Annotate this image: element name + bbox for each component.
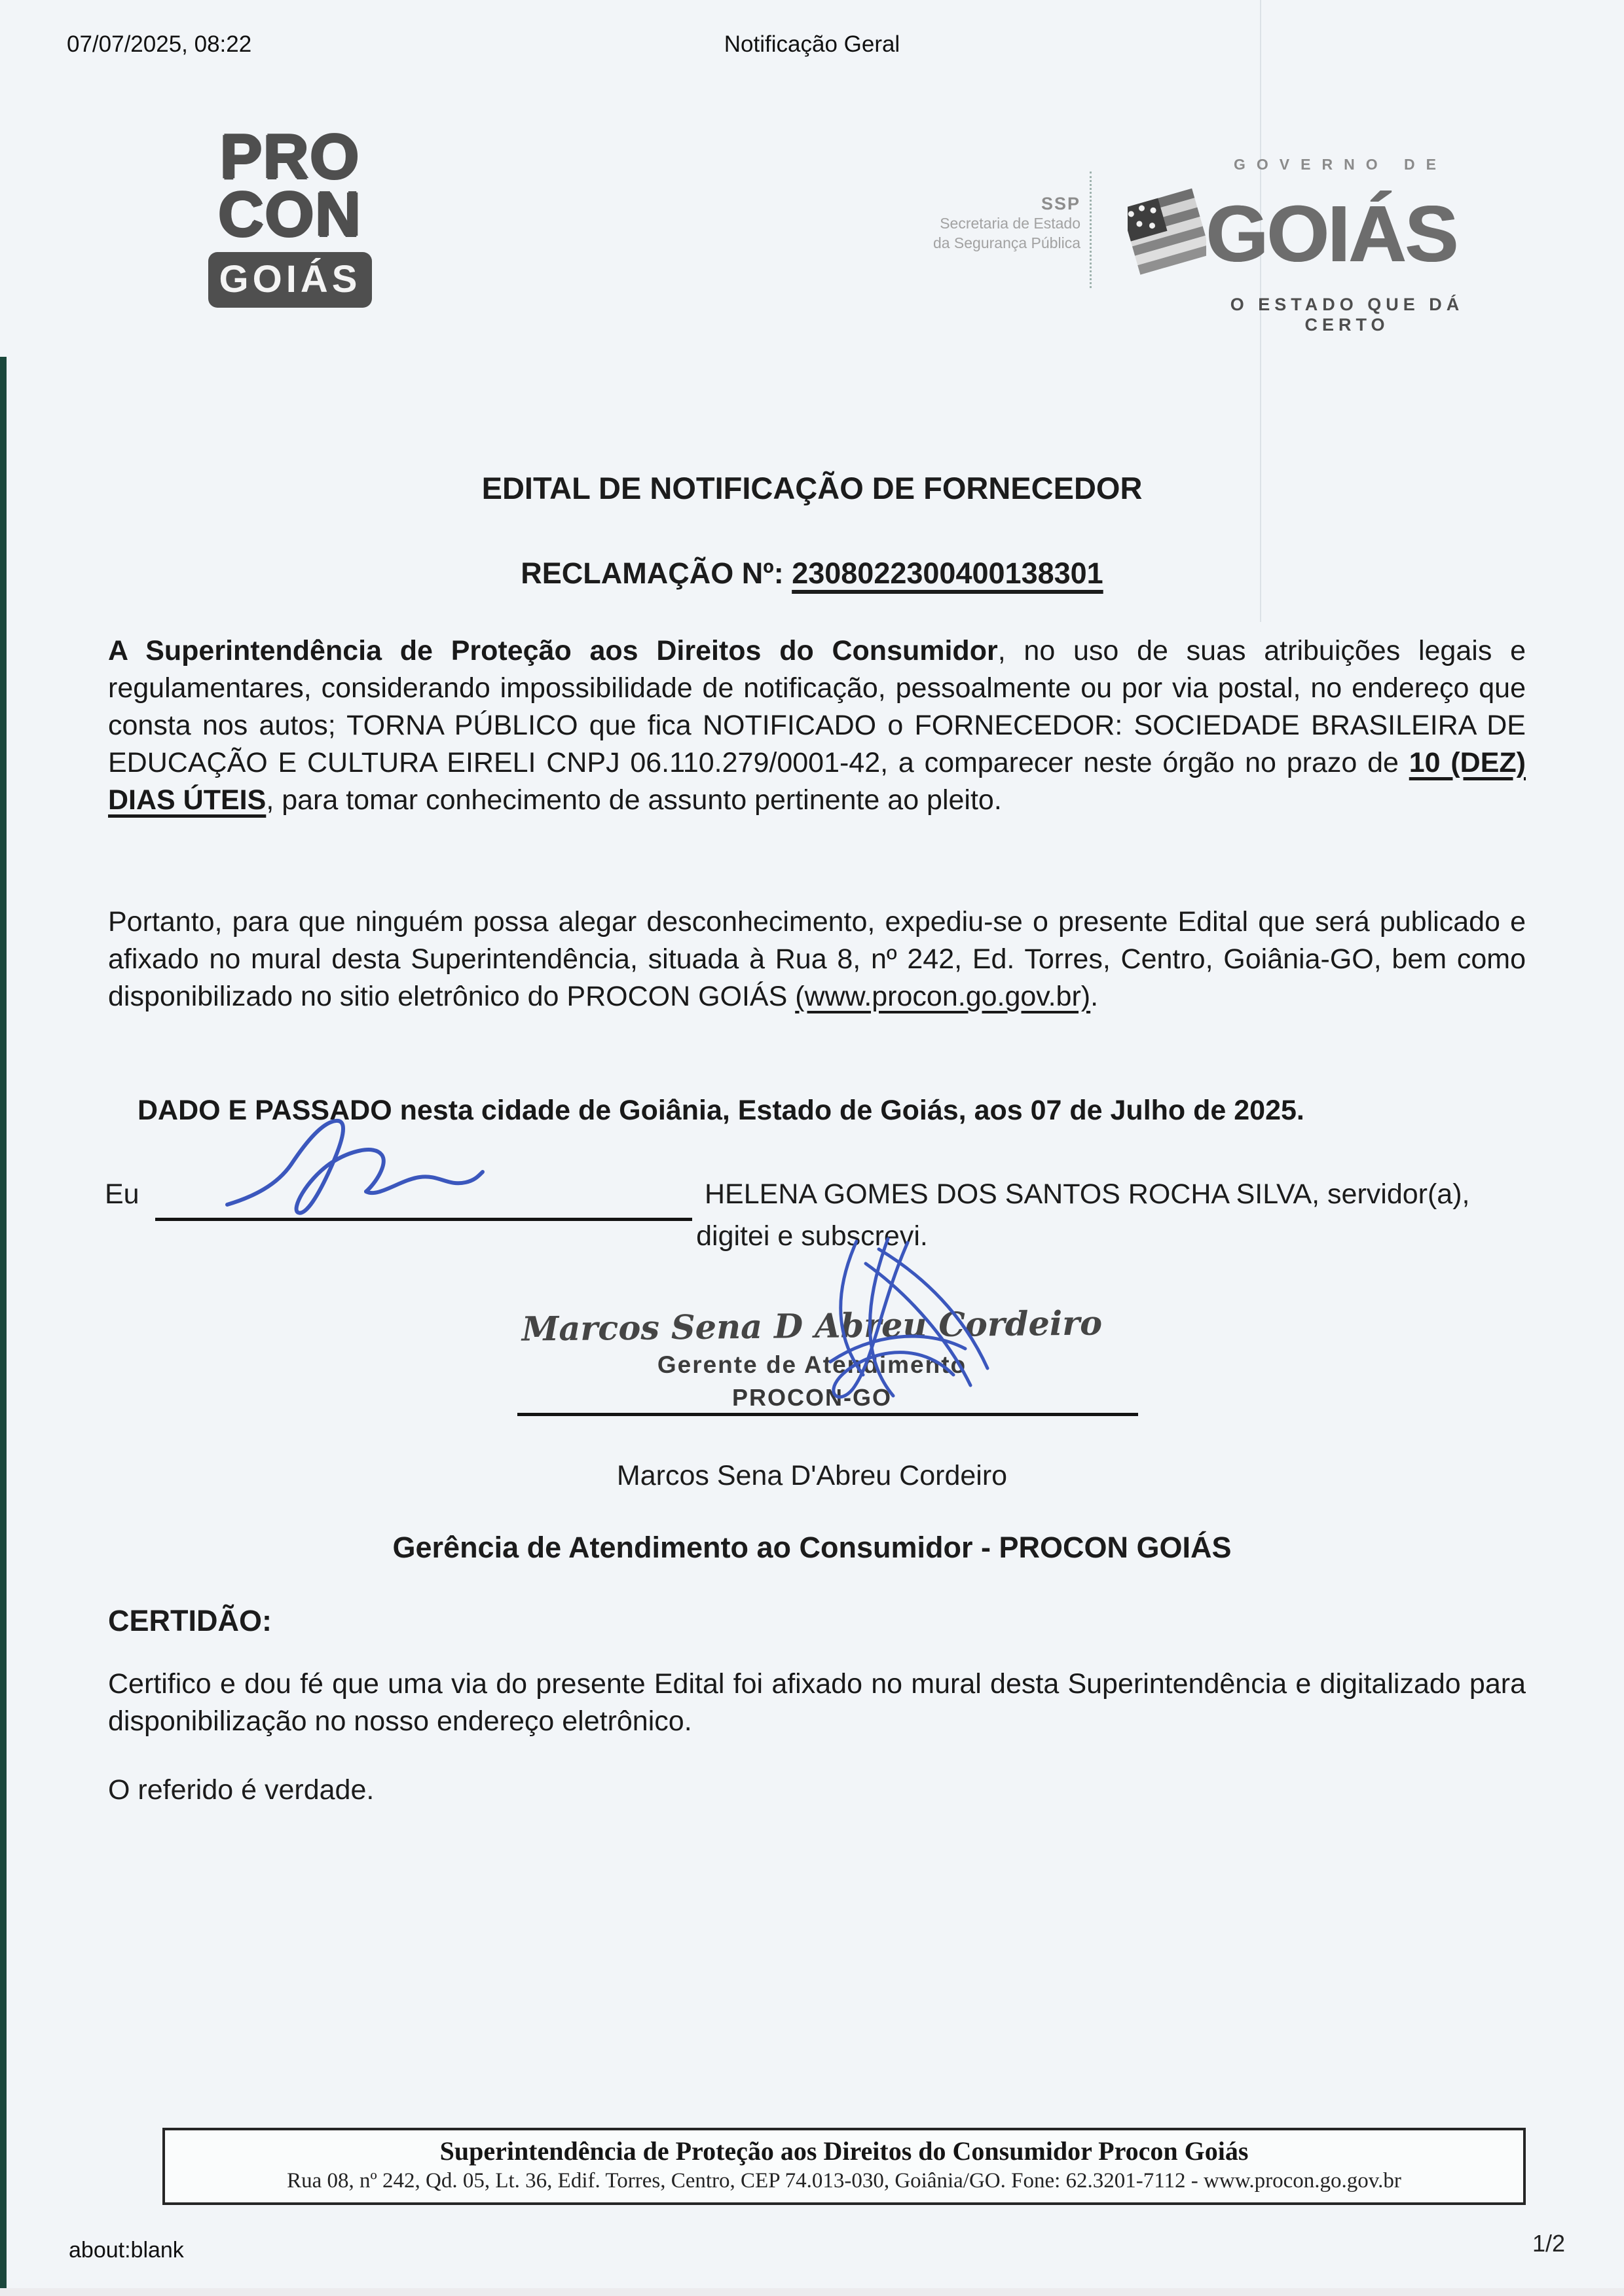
goias-flag-icon: [1128, 179, 1206, 293]
paragraph-publication: [108, 903, 1526, 1015]
procon-logo-line1: PRO: [219, 122, 361, 192]
ssp-logo: [825, 194, 1080, 253]
document-title: EDITAL DE NOTIFICAÇÃO DE FORNECEDOR: [481, 471, 1143, 505]
dado-e-passado-line: DADO E PASSADO nesta cidade de Goiânia, Estado de Goiás, aos 07 de Julho de 2025.: [138, 1095, 1304, 1126]
paragraph1-tail: , para tomar conhecimento de assunto pertinente ao pleito.: [266, 784, 1002, 816]
logo-divider: [1090, 172, 1092, 288]
signature-marcos: [753, 1236, 1035, 1413]
certidao-heading: CERTIDÃO:: [108, 1604, 272, 1637]
procon-website-url: (www.procon.go.gov.br): [795, 981, 1091, 1012]
deadline-highlight: 10 (DEZ) DIAS ÚTEIS: [108, 747, 1526, 816]
signer-typed-name: Marcos Sena D'Abreu Cordeiro: [616, 1460, 1008, 1491]
procon-logo-line2: CON: [218, 179, 362, 250]
signature-line-helena: [155, 1112, 692, 1221]
certidao-closing: O referido é verdade.: [108, 1774, 375, 1806]
paragraph2-body: Portanto, para que ninguém possa alegar desconhecimento, expediu-se o presente Edital que será publicado e afixado no mural desta Superintendência, situada à Rua 8, nº 242, Ed. Torres, Centro, Goiânia-GO, bem como disponibilizado no sitio eletrônico do PROCON GOIÁS: [108, 906, 1526, 1012]
signer-department-line: Gerência de Atendimento ao Consumidor - PROCON GOIÁS: [392, 1531, 1232, 1564]
stamp-role: Gerente de Atendimento: [657, 1351, 967, 1378]
eu-label: Eu: [105, 1178, 139, 1210]
servidora-name-line: HELENA GOMES DOS SANTOS ROCHA SILVA, servidor(a),: [705, 1178, 1470, 1210]
paragraph1-body: , no uso de suas atribuições legais e regulamentares, considerando impossibilidade de notificação, pessoalmente ou por via postal, no endereço que consta nos autos; TORNA PÚBLICO que fica NOTIFICADO o FORNECEDOR: SOCIEDADE BRASILEIRA DE EDUCAÇÃO E CULTURA EIRELI CNPJ 06.110.279/0001-42, a comparecer neste órgão no prazo de: [108, 635, 1526, 778]
certidao-paragraph: Certifico e dou fé que uma via do presente Edital foi afixado no mural desta Superintendência e digitalizado para disponibilização no nosso endereço eletrônico.: [108, 1668, 1526, 1737]
servidora-name-line2: digitei e subscrevi.: [696, 1220, 928, 1252]
print-header-title: Notificação Geral: [724, 31, 900, 57]
ssp-acronym: SSP: [1041, 194, 1080, 213]
procon-logo: [208, 122, 372, 308]
procon-logo-badge: GOIÁS: [208, 252, 372, 308]
signature-helena: [214, 1113, 489, 1231]
paragraph-notification: [108, 632, 1526, 819]
claim-label: RECLAMAÇÃO Nº:: [521, 556, 792, 590]
print-header-datetime: 07/07/2025, 08:22: [67, 31, 252, 57]
stamp-name: Marcos Sena D Abreu Cordeiro: [521, 1303, 1103, 1349]
stamp-org: PROCON-GO: [731, 1384, 892, 1411]
governo-goias-logo: [1128, 156, 1507, 335]
claim-number: 2308022300400138301: [792, 556, 1103, 590]
letterhead-footer-box: [162, 2128, 1526, 2205]
print-footer-page-number: 1/2: [1532, 2230, 1565, 2257]
print-footer-url: about:blank: [69, 2238, 184, 2263]
stamp-signature-line: [517, 1413, 1138, 1416]
governo-de-label: GOVERNO DE: [1234, 156, 1447, 173]
footer-address-line: Rua 08, nº 242, Qd. 05, Lt. 36, Edif. Torres, Centro, CEP 74.013-030, Goiânia/GO. Fone: 62.3201-7112 - www.procon.go.gov.br: [287, 2169, 1401, 2193]
scan-bottom-artifact: [0, 2288, 1624, 2296]
governo-goias-wordmark: GOIÁS: [1206, 189, 1458, 278]
paragraph2-tail: .: [1090, 981, 1099, 1012]
footer-org-name: Superintendência de Proteção aos Direitos do Consumidor Procon Goiás: [439, 2136, 1249, 2166]
ssp-line1: Secretaria de Estado: [940, 215, 1080, 232]
claim-number-line: [0, 556, 1624, 591]
ssp-line2: da Segurança Pública: [932, 234, 1080, 251]
governo-slogan: O ESTADO QUE DÁ CERTO: [1230, 295, 1464, 335]
paragraph1-bold-leadin: A Superintendência de Proteção aos Direitos do Consumidor: [108, 635, 998, 666]
